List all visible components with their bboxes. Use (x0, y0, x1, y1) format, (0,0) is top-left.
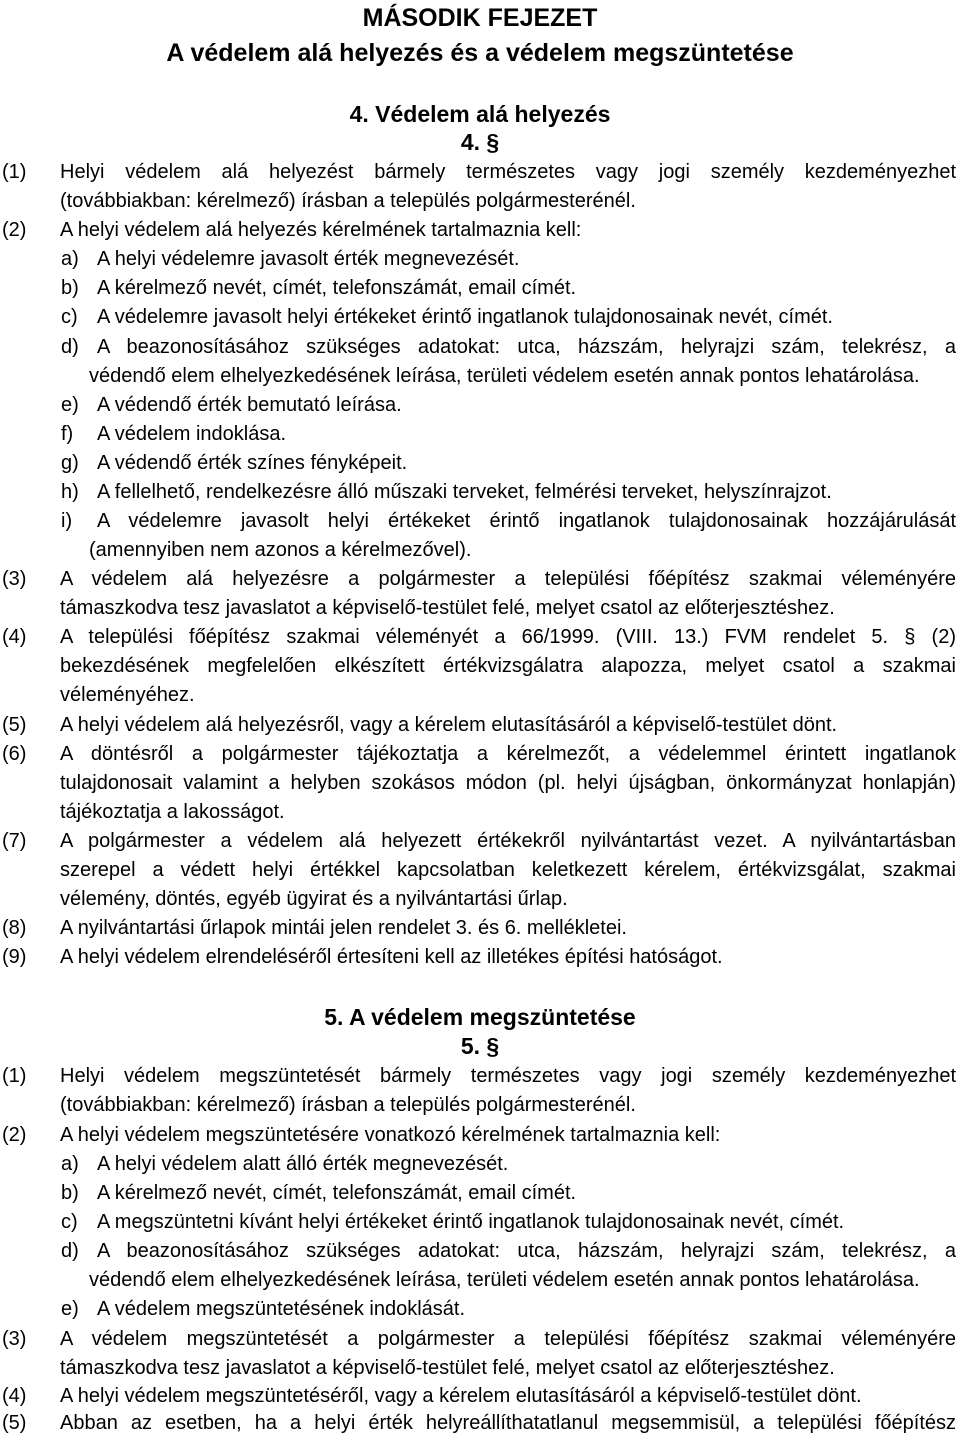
s4-p6-text: A döntésről a polgármester tájékoztatja a kérelmezőt, a védelemmel érintett ingatlanok tulajdonosait valamint a helyben szokásos módon (pl. helyi újságban, önkormányzat honlapján) tájékoztatja a lakosságot. (60, 743, 956, 823)
s5-p4-number: (4) (2, 1385, 27, 1407)
section-5-paragraph-sign: 5. § (460, 1033, 500, 1059)
s4-p2-item-c-letter: c) (61, 306, 78, 328)
s5-p2-item-c: A megszüntetni kívánt helyi értékeket érintő ingatlanok tulajdonosainak nevét, címét. (97, 1211, 845, 1233)
s4-p2-item-b-letter: b) (61, 277, 79, 299)
s4-p5-number: (5) (2, 714, 27, 736)
s4-p9-text: A helyi védelem elrendeléséről értesíteni kell az illetékes építési hatóságot. (60, 946, 723, 968)
s5-p2-item-e: A védelem megszüntetésének indoklását. (97, 1298, 465, 1320)
s4-p8-text: A nyilvántartási űrlapok mintái jelen rendelet 3. és 6. mellékletei. (60, 917, 627, 939)
s4-p2-item-f: A védelem indoklása. (97, 423, 287, 445)
s4-p7-text: A polgármester a védelem alá helyezett értékekről nyilvántartást vezet. A nyilvántartásban szerepel a védett helyi értékkel kapcsolatban keletkezett kérelem, értékvizsgálat, szakmai vélemény, döntés, egyéb ügyirat és a nyilvántartási űrlap. (60, 830, 956, 910)
s4-p2-item-b: A kérelmező nevét, címét, telefonszámát, email címét. (97, 277, 577, 299)
s4-p8-number: (8) (2, 917, 27, 939)
section-5-heading: 5. A védelem megszüntetése (324, 1004, 636, 1030)
s4-p1-text: Helyi védelem alá helyezést bármely természetes vagy jogi személy kezdeményezhet (továbbiakban: kérelmező) írásban a település polgármesterénél. (60, 161, 956, 212)
s5-p2-item-a: A helyi védelem alatt álló érték megnevezését. (97, 1153, 509, 1175)
s4-p4-text: A települési főépítész szakmai véleményét a 66/1999. (VIII. 13.) FVM rendelet 5. § (2) bekezdésének megfelelően elkészített értékvizsgálatra alapozza, melyet csatol a szakmai véleményéhez. (60, 626, 956, 706)
section-4-paragraph-sign: 4. § (460, 129, 500, 155)
s4-p2-item-a: A helyi védelemre javasolt érték megnevezését. (97, 248, 520, 270)
section-4-heading: 4. Védelem alá helyezés (349, 101, 611, 127)
s5-p1-number: (1) (2, 1065, 27, 1087)
s4-p4-number: (4) (2, 626, 27, 648)
s4-p2-text: A helyi védelem alá helyezés kérelmének tartalmaznia kell: (60, 219, 582, 241)
s4-p2-item-g: A védendő érték színes fényképeit. (97, 452, 408, 474)
s4-p2-item-e: A védendő érték bemutató leírása. (97, 394, 402, 416)
s4-p1-number: (1) (2, 161, 27, 183)
s5-p4-text: A helyi védelem megszüntetéséről, vagy a kérelem elutasításáról a képviselő-testület dönt. (60, 1385, 862, 1407)
chapter-subtitle: A védelem alá helyezés és a védelem megszüntetése (166, 39, 794, 67)
s4-p2-item-i: A védelemre javasolt helyi értékeket érintő ingatlanok tulajdonosainak hozzájárulását (amennyiben nem azonos a kérelmezővel). (89, 510, 956, 561)
s4-p2-item-e-letter: e) (61, 394, 79, 416)
s5-p1-text: Helyi védelem megszüntetését bármely természetes vagy jogi személy kezdeményezhet (továbbiakban: kérelmező) írásban a település polgármesterénél. (60, 1065, 956, 1116)
s5-p2-item-b: A kérelmező nevét, címét, telefonszámát, email címét. (97, 1182, 577, 1204)
s4-p2-number: (2) (2, 219, 27, 241)
s5-p3-number: (3) (2, 1328, 27, 1350)
s4-p6-number: (6) (2, 743, 27, 765)
s5-p3-text: A védelem megszüntetését a polgármester a települési főépítész szakmai véleményére támaszkodva tesz javaslatot a képviselő-testület felé, melyet csatol az előterjesztéshez. (60, 1328, 956, 1379)
s4-p2-item-f-letter: f) (61, 423, 74, 445)
chapter-title: MÁSODIK FEJEZET (362, 4, 598, 32)
s5-p5-number: (5) (2, 1412, 27, 1434)
s4-p2-item-a-letter: a) (61, 248, 79, 270)
s4-p2-item-g-letter: g) (61, 452, 79, 474)
s4-p7-number: (7) (2, 830, 27, 852)
s4-p5-text: A helyi védelem alá helyezésről, vagy a kérelem elutasításáról a képviselő-testület dönt. (60, 714, 838, 736)
s4-p9-number: (9) (2, 946, 27, 968)
s5-p5-text: Abban az esetben, ha a helyi érték helyreállíthatatlanul megsemmisül, a települési főépítész (60, 1412, 956, 1434)
s5-p2-item-d: A beazonosításához szükséges adatokat: utca, házszám, helyrajzi szám, telekrész, a védendő elem elhelyezkedésének leírása, területi védelem esetén annak pontos lehatárolása. (89, 1240, 956, 1291)
s4-p2-item-h: A fellelhető, rendelkezésre álló műszaki terveket, felmérési terveket, helyszínrajzot. (97, 481, 832, 503)
s4-p2-item-h-letter: h) (61, 481, 79, 503)
s4-p3-number: (3) (2, 568, 27, 590)
s5-p2-item-b-letter: b) (61, 1182, 79, 1204)
s4-p2-item-d: A beazonosításához szükséges adatokat: utca, házszám, helyrajzi szám, telekrész, a védendő elem elhelyezkedésének leírása, területi védelem esetén annak pontos lehatárolása. (89, 336, 956, 387)
s5-p2-text: A helyi védelem megszüntetésére vonatkozó kérelmének tartalmaznia kell: (60, 1124, 721, 1146)
s4-p2-item-i-letter: i) (61, 510, 73, 532)
s5-p2-number: (2) (2, 1124, 27, 1146)
s4-p3-text: A védelem alá helyezésre a polgármester a települési főépítész szakmai véleményére támaszkodva tesz javaslatot a képviselő-testület felé, melyet csatol az előterjesztéshez. (60, 568, 956, 619)
s4-p2-item-d-letter: d) (61, 336, 79, 358)
s5-p2-item-a-letter: a) (61, 1153, 79, 1175)
s5-p2-item-d-letter: d) (61, 1240, 79, 1262)
s5-p2-item-c-letter: c) (61, 1211, 78, 1233)
s5-p2-item-e-letter: e) (61, 1298, 79, 1320)
s4-p2-item-c: A védelemre javasolt helyi értékeket érintő ingatlanok tulajdonosainak nevét, címét. (97, 306, 833, 328)
